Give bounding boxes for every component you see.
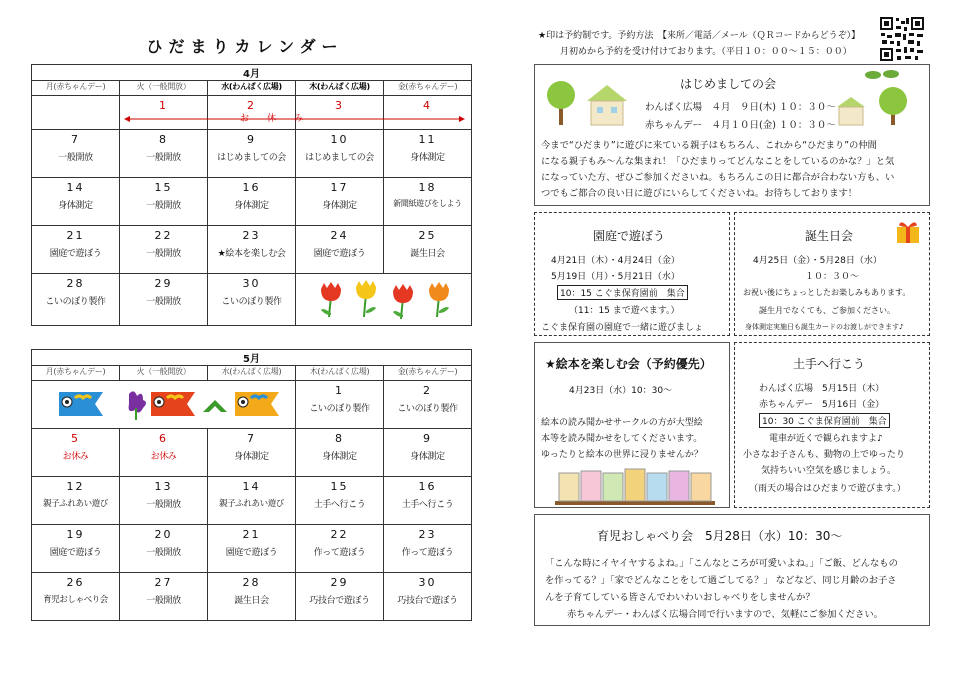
box-title: 土手へ行こう: [793, 357, 866, 371]
day-cell: [32, 525, 120, 573]
weekday-header: 火（一般開放）: [120, 366, 208, 381]
day-cell: [384, 226, 472, 274]
day-number: 12: [66, 480, 85, 493]
day-number: 22: [154, 229, 173, 242]
box-body: 電車が近くで観られますよ♪: [769, 434, 883, 444]
box-line: 誕生月でなくても、ご参加ください。: [759, 306, 895, 315]
day-number: 9: [247, 133, 256, 146]
day-number: 29: [330, 576, 349, 589]
day-cell: [296, 381, 384, 429]
event-label: こいのぼり製作: [397, 404, 458, 414]
event-label: 誕生日会: [234, 596, 269, 606]
page-title: ひだまりカレンダー: [146, 37, 344, 56]
box-body: つでもご都合の良い日に遊びにいらしてくださいね。お待ちしております！: [541, 188, 858, 199]
day-number: 7: [247, 432, 256, 445]
day-number: 28: [66, 277, 85, 290]
day-number: 27: [154, 576, 173, 589]
box-line: １０：３０～: [805, 272, 860, 282]
weekday-header: 火（一般開放）: [120, 81, 208, 96]
day-number: 22: [330, 528, 349, 541]
event-label: 作って遊ぼう: [313, 548, 366, 558]
leaf-house-icon: [833, 67, 923, 127]
day-cell: [32, 573, 120, 621]
day-cell: [296, 226, 384, 274]
event-label: こいのぼり製作: [221, 297, 282, 307]
event-label: 園庭で遊ぼう: [225, 548, 278, 558]
day-number: 14: [242, 480, 261, 493]
day-cell: [384, 96, 472, 130]
box-body: んを子育てしている皆さんでわいわいおしゃべりをしませんか？: [545, 592, 815, 603]
holiday-label: お休み: [240, 114, 322, 124]
box-body: 絵本の読み聞かせサークルの方が大型絵: [541, 418, 703, 428]
event-label: 一般開放: [146, 201, 181, 211]
day-number: 23: [242, 229, 261, 242]
event-label: 身体測定: [234, 452, 269, 462]
day-number: 19: [66, 528, 85, 541]
box-line: 5月19日（月）・5月21日（水）: [551, 272, 680, 282]
box-line: （11：15 まで遊べます。）: [569, 306, 680, 316]
day-cell: [384, 477, 472, 525]
event-label: 育児おしゃべり会: [43, 595, 108, 605]
day-cell: [384, 573, 472, 621]
weekday-header: 水(わんぱく広場): [208, 366, 296, 381]
box-line: 4月21日（木）・4月24日（金）: [551, 256, 680, 266]
day-cell: [384, 130, 472, 178]
event-label: 一般開放: [146, 297, 181, 307]
event-label: 一般開放: [58, 153, 93, 163]
ehon-box: [534, 342, 730, 508]
box-title: はじめましての会: [680, 77, 777, 91]
weekday-header: 金(赤ちゃんデー): [384, 366, 472, 381]
koinobori-icon: [39, 384, 289, 424]
day-number: 13: [154, 480, 173, 493]
event-label: こいのぼり製作: [45, 297, 106, 307]
box-line: 赤ちゃんデー ４月１０日(金) １０：３０～: [645, 120, 836, 131]
month-label: 4月: [32, 65, 472, 81]
box-line: こぐま保育園の園庭で一緒に遊びましょ: [541, 323, 704, 333]
day-number: 9: [423, 432, 432, 445]
day-number: 21: [66, 229, 85, 242]
event-label: 身体測定: [410, 452, 445, 462]
day-number: 3: [335, 99, 344, 112]
day-number: 7: [71, 133, 80, 146]
day-cell: [32, 429, 120, 477]
tulip-icon: [309, 277, 459, 321]
box-line: 身体測定実施日も誕生カードのお渡しができます♪: [745, 323, 904, 331]
box-body: 本等を読み聞かせをしてくださいます。: [541, 434, 703, 444]
hajimemashite-box: [534, 64, 930, 206]
day-cell: [208, 573, 296, 621]
event-label: 身体測定: [322, 452, 357, 462]
box-body: （雨天の場合はひだまりで遊びます。）: [749, 484, 906, 494]
day-number: 28: [242, 576, 261, 589]
event-label: 親子ふれあい遊び: [43, 499, 108, 509]
koinobori-illustration-cell: [32, 381, 296, 429]
day-number: 2: [423, 384, 432, 397]
day-cell: [384, 381, 472, 429]
box-body: になっていた方、ぜひご参加くださいね。もちろんこの日に都合が合わない方も、い: [541, 172, 895, 183]
day-number: 1: [159, 99, 168, 112]
april-calendar: [31, 64, 472, 326]
day-cell: [208, 226, 296, 274]
day-cell: [120, 96, 208, 130]
day-cell: [296, 573, 384, 621]
day-cell: [296, 429, 384, 477]
day-number: 1: [335, 384, 344, 397]
day-cell: [208, 130, 296, 178]
box-body: 小さなお子さんも、動物の上でゆったり: [743, 450, 905, 460]
event-label: お休み: [150, 452, 177, 462]
weekday-header: 金(赤ちゃんデー): [384, 81, 472, 96]
box-line: 4月25日（金）・5月28日（水）: [753, 256, 882, 266]
day-cell: [208, 429, 296, 477]
day-cell: [384, 525, 472, 573]
event-label: 園庭で遊ぼう: [49, 249, 102, 259]
event-label: 誕生日会: [410, 249, 445, 259]
day-cell: [384, 178, 472, 226]
day-number: 8: [335, 432, 344, 445]
day-number: 17: [330, 181, 349, 194]
day-cell: [120, 429, 208, 477]
event-label: 一般開放: [146, 249, 181, 259]
day-cell: [32, 477, 120, 525]
oshaberi-box: [534, 514, 930, 626]
day-cell: [32, 178, 120, 226]
gift-icon: [895, 217, 921, 245]
day-number: 30: [242, 277, 261, 290]
event-label: 園庭で遊ぼう: [313, 249, 366, 259]
weekday-header: 月(赤ちゃんデー): [32, 366, 120, 381]
reservation-hours: 月初めから予約を受け付けております。（平日１０：００～１５：００）: [560, 47, 852, 57]
day-cell: [296, 525, 384, 573]
dote-box: [734, 342, 930, 508]
day-number: 15: [154, 181, 173, 194]
weekday-header: 水(わんぱく広場): [208, 81, 296, 96]
box-body: を作ってる？」「家でどんなことをして過ごしてる？」 などなど、同じ月齢のお子さ: [545, 575, 897, 586]
day-number: 14: [66, 181, 85, 194]
box-line: 4月23日（水）10：30～: [569, 386, 673, 396]
day-cell: [296, 178, 384, 226]
birthday-box: [734, 212, 930, 336]
box-body: ゆったりと絵本の世界に浸りませんか？: [541, 450, 703, 460]
day-number: 16: [242, 181, 261, 194]
day-cell: [32, 226, 120, 274]
event-label: 一般開放: [146, 500, 181, 510]
event-label: 巧技台で遊ぼう: [397, 596, 458, 606]
entei-box: [534, 212, 730, 336]
day-cell: [384, 429, 472, 477]
day-cell: [120, 477, 208, 525]
event-label: 作って遊ぼう: [401, 548, 454, 558]
event-label: 一般開放: [146, 596, 181, 606]
day-cell: [32, 274, 120, 326]
box-line: わんぱく広場 5月15日（木）: [759, 384, 885, 394]
day-cell: [120, 178, 208, 226]
day-number: 16: [418, 480, 437, 493]
day-number: 2: [247, 99, 256, 112]
event-label: 親子ふれあい遊び: [219, 499, 284, 509]
event-label: 一般開放: [146, 548, 181, 558]
qr-code-icon[interactable]: [879, 16, 925, 62]
day-number: 5: [71, 432, 80, 445]
day-number: 20: [154, 528, 173, 541]
day-cell: [296, 477, 384, 525]
tree-house-icon: [541, 71, 631, 131]
day-cell: [120, 573, 208, 621]
day-cell: [120, 130, 208, 178]
day-number: 26: [66, 576, 85, 589]
box-line: 10：30 こぐま保育園前 集合: [759, 413, 890, 428]
box-body: 「こんな時にイヤイヤするよね。」「こんなところが可愛いよね。」「ご飯、どんなもの: [545, 558, 898, 569]
day-number: 23: [418, 528, 437, 541]
event-label: ★絵本を楽しむ会: [217, 249, 286, 259]
box-line: わんぱく広場 ４月 ９日(木) １０：３０～: [645, 102, 836, 113]
box-title: ★絵本を楽しむ会（予約優先）: [545, 357, 712, 371]
weekday-header: 木(わんぱく広場): [296, 366, 384, 381]
day-number: 11: [418, 133, 437, 146]
event-label: 身体測定: [234, 201, 269, 211]
day-number: 30: [418, 576, 437, 589]
event-label: こいのぼり製作: [309, 404, 370, 414]
event-label: 土手へ行こう: [313, 500, 366, 510]
event-label: 身体測定: [322, 201, 357, 211]
day-cell: [32, 96, 120, 130]
event-label: 新聞紙遊びをしよう: [393, 199, 462, 208]
event-label: 巧技台で遊ぼう: [309, 596, 370, 606]
box-body: になる親子もみ～んな集まれ！「ひだまりってどんなことをしているのかな？」と気: [541, 156, 895, 167]
day-number: 25: [418, 229, 437, 242]
event-label: 園庭で遊ぼう: [49, 548, 102, 558]
day-number: 10: [330, 133, 349, 146]
day-number: 24: [330, 229, 349, 242]
day-cell: [120, 274, 208, 326]
day-cell: [208, 178, 296, 226]
event-label: はじめましての会: [305, 153, 374, 163]
day-number: 4: [423, 99, 432, 112]
box-title: 育児おしゃべり会 5月28日（水）10：30～: [597, 529, 843, 543]
weekday-header: 月(赤ちゃんデー): [32, 81, 120, 96]
box-line: 10：15 こぐま保育園前 集合: [557, 285, 688, 300]
day-cell: [208, 477, 296, 525]
day-number: 15: [330, 480, 349, 493]
may-calendar: [31, 349, 472, 621]
day-number: 21: [242, 528, 261, 541]
day-cell: [208, 525, 296, 573]
event-label: 土手へ行こう: [401, 500, 454, 510]
tulip-illustration-cell: [296, 274, 472, 326]
day-cell: [208, 274, 296, 326]
event-label: お休み: [62, 452, 89, 462]
box-title: 園庭で遊ぼう: [593, 229, 666, 243]
day-number: 18: [418, 181, 437, 194]
event-label: はじめましての会: [217, 153, 286, 163]
day-cell: [120, 525, 208, 573]
event-label: 身体測定: [58, 201, 93, 211]
box-body: 今まで“ひだまり”に遊びに来ている親子はもちろん、これから“ひだまり”の仲間: [541, 140, 877, 151]
box-line: お祝い後にちょっとしたお楽しみもあります。: [743, 288, 911, 297]
day-number: 29: [154, 277, 173, 290]
day-number: 6: [159, 432, 168, 445]
day-number: 8: [159, 133, 168, 146]
weekday-header: 木(わんぱく広場): [296, 81, 384, 96]
event-label: 一般開放: [146, 153, 181, 163]
day-cell: [32, 130, 120, 178]
day-cell: [120, 226, 208, 274]
box-body: 気持ちいい空気を感じましょう。: [761, 466, 897, 476]
day-cell: [296, 130, 384, 178]
box-body: 赤ちゃんデー・わんぱく広場合同で行いますので、気軽にご参加ください。: [567, 609, 883, 620]
box-title: 誕生日会: [805, 229, 854, 243]
event-label: 身体測定: [410, 153, 445, 163]
reservation-note: ★印は予約制です。予約方法 【来所／電話／メール（ＱＲコードからどうぞ）】: [538, 31, 861, 41]
month-label: 5月: [32, 350, 472, 366]
box-line: 赤ちゃんデー 5月16日（金）: [759, 400, 885, 410]
books-icon: [555, 467, 715, 505]
